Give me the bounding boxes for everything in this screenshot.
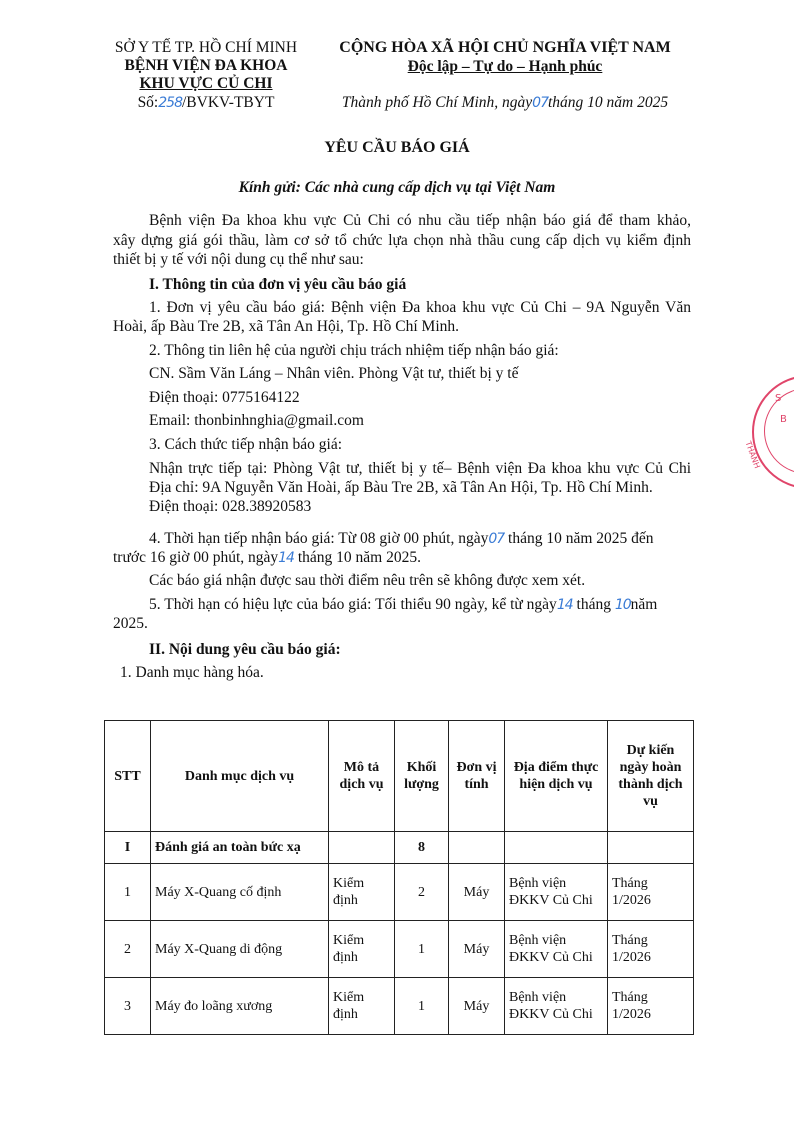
- contact-email[interactable]: Email: thonbinhnghia@gmail.com: [149, 412, 364, 429]
- item-5-cont: 2025.: [113, 615, 148, 632]
- cell: Kiểm định: [329, 921, 395, 978]
- document-number: Số:258/BVKV-TBYT: [137, 94, 275, 111]
- cell: Bệnh viện ĐKKV Củ Chi: [505, 864, 608, 921]
- stamp-text: S: [775, 393, 782, 404]
- col-header: Địa điểm thực hiện dịch vụ: [505, 721, 608, 832]
- item-4-cont: trước 16 giờ 00 phút, ngày14 tháng 10 năm 2025.: [113, 549, 421, 566]
- col-header: Đơn vị tính: [449, 721, 505, 832]
- col-header: Mô tả dịch vụ: [329, 721, 395, 832]
- item-5: 5. Thời hạn có hiệu lực của báo giá: Tối thiểu 90 ngày, kể từ ngày14 tháng 10năm: [149, 596, 658, 613]
- cell: Tháng 1/2026: [608, 921, 694, 978]
- cell: Tháng 1/2026: [608, 864, 694, 921]
- cell: Kiểm định: [329, 978, 395, 1035]
- item-4: 4. Thời hạn tiếp nhận báo giá: Từ 08 giờ 00 phút, ngày07 tháng 10 năm 2025 đến: [149, 530, 654, 547]
- stamp-text: B: [780, 414, 787, 425]
- office-phone: Điện thoại: 028.38920583: [149, 498, 312, 515]
- cell: Bệnh viện ĐKKV Củ Chi: [505, 978, 608, 1035]
- cell: 1: [395, 978, 449, 1035]
- cell: Kiểm định: [329, 864, 395, 921]
- date-line: Thành phố Hồ Chí Minh, ngày07tháng 10 năm 2025: [341, 94, 669, 111]
- services-table: [104, 720, 694, 1035]
- agency-name: SỞ Y TẾ TP. HỒ CHÍ MINH: [114, 39, 298, 56]
- contact-phone: Điện thoại: 0775164122: [149, 389, 300, 406]
- table-row: [105, 978, 694, 1035]
- cell: 1: [395, 921, 449, 978]
- cell: Máy đo loãng xương: [151, 978, 329, 1035]
- cell: Máy: [449, 921, 505, 978]
- item-2: 2. Thông tin liên hệ của người chịu trách nhiệm tiếp nhận báo giá:: [149, 342, 559, 359]
- col-header: Dự kiến ngày hoàn thành dịch vụ: [608, 721, 694, 832]
- intro-line: Bệnh viện Đa khoa khu vực Củ Chi có nhu cầu tiếp nhận báo giá để tham khảo,: [149, 212, 691, 229]
- table-header-row: [105, 721, 694, 832]
- intro-line: thiết bị y tế với nội dung cụ thể như sau:: [113, 251, 364, 268]
- document-title: YÊU CẦU BÁO GIÁ: [324, 139, 470, 156]
- table-group-row: [105, 832, 694, 864]
- receive-address: Địa chỉ: 9A Nguyễn Văn Hoài, ấp Bàu Tre 2B, xã Tân An Hội, Tp. Hồ Chí Minh.: [149, 479, 653, 496]
- cell: 1: [105, 864, 151, 921]
- cell: Máy: [449, 864, 505, 921]
- item-1: 1. Đơn vị yêu cầu báo giá: Bệnh viện Đa khoa khu vực Củ Chi – 9A Nguyễn Văn: [149, 299, 691, 316]
- section-2-heading: II. Nội dung yêu cầu báo giá:: [149, 641, 341, 658]
- section-1-heading: I. Thông tin của đơn vị yêu cầu báo giá: [149, 276, 407, 293]
- cell: 2: [395, 864, 449, 921]
- item-3: 3. Cách thức tiếp nhận báo giá:: [149, 436, 343, 453]
- cell: Tháng 1/2026: [608, 978, 694, 1035]
- cell: I: [105, 832, 151, 864]
- stamp-text: THÀNH: [743, 440, 762, 470]
- item-1-cont: Hoài, ấp Bàu Tre 2B, xã Tân An Hội, Tp. Hồ Chí Minh.: [113, 318, 460, 335]
- cell: Máy: [449, 978, 505, 1035]
- contact-person: CN. Sầm Văn Láng – Nhân viên. Phòng Vật tư, thiết bị y tế: [149, 365, 519, 382]
- table-row: [105, 864, 694, 921]
- col-header: Danh mục dịch vụ: [151, 721, 329, 832]
- col-header: Khối lượng: [395, 721, 449, 832]
- cell: 2: [105, 921, 151, 978]
- handwritten-number: 258: [158, 95, 182, 111]
- country-name: CỘNG HÒA XÃ HỘI CHỦ NGHĨA VIỆT NAM: [339, 39, 671, 56]
- cell: 8: [395, 832, 449, 864]
- cell: Máy X-Quang cố định: [151, 864, 329, 921]
- recipient: Kính gửi: Các nhà cung cấp dịch vụ tại Việt Nam: [238, 179, 556, 196]
- motto: Độc lập – Tự do – Hạnh phúc: [407, 58, 603, 75]
- sub-heading: 1. Danh mục hàng hóa.: [120, 664, 264, 681]
- col-header: STT: [105, 721, 151, 832]
- hospital-name-1: BỆNH VIỆN ĐA KHOA: [124, 57, 288, 74]
- hospital-name-2: KHU VỰC CỦ CHI: [139, 75, 273, 92]
- note: Các báo giá nhận được sau thời điểm nêu trên sẽ không được xem xét.: [149, 572, 586, 589]
- receive-location: Nhận trực tiếp tại: Phòng Vật tư, thiết bị y tế– Bệnh viện Đa khoa khu vực Củ Chi: [149, 460, 691, 477]
- cell: Bệnh viện ĐKKV Củ Chi: [505, 921, 608, 978]
- table-row: [105, 921, 694, 978]
- cell: Máy X-Quang di động: [151, 921, 329, 978]
- cell: 3: [105, 978, 151, 1035]
- cell: Đánh giá an toàn bức xạ: [151, 832, 329, 864]
- intro-line: xây dựng giá gói thầu, làm cơ sở tổ chức lựa chọn nhà thầu cung cấp dịch vụ kiểm định: [113, 232, 691, 249]
